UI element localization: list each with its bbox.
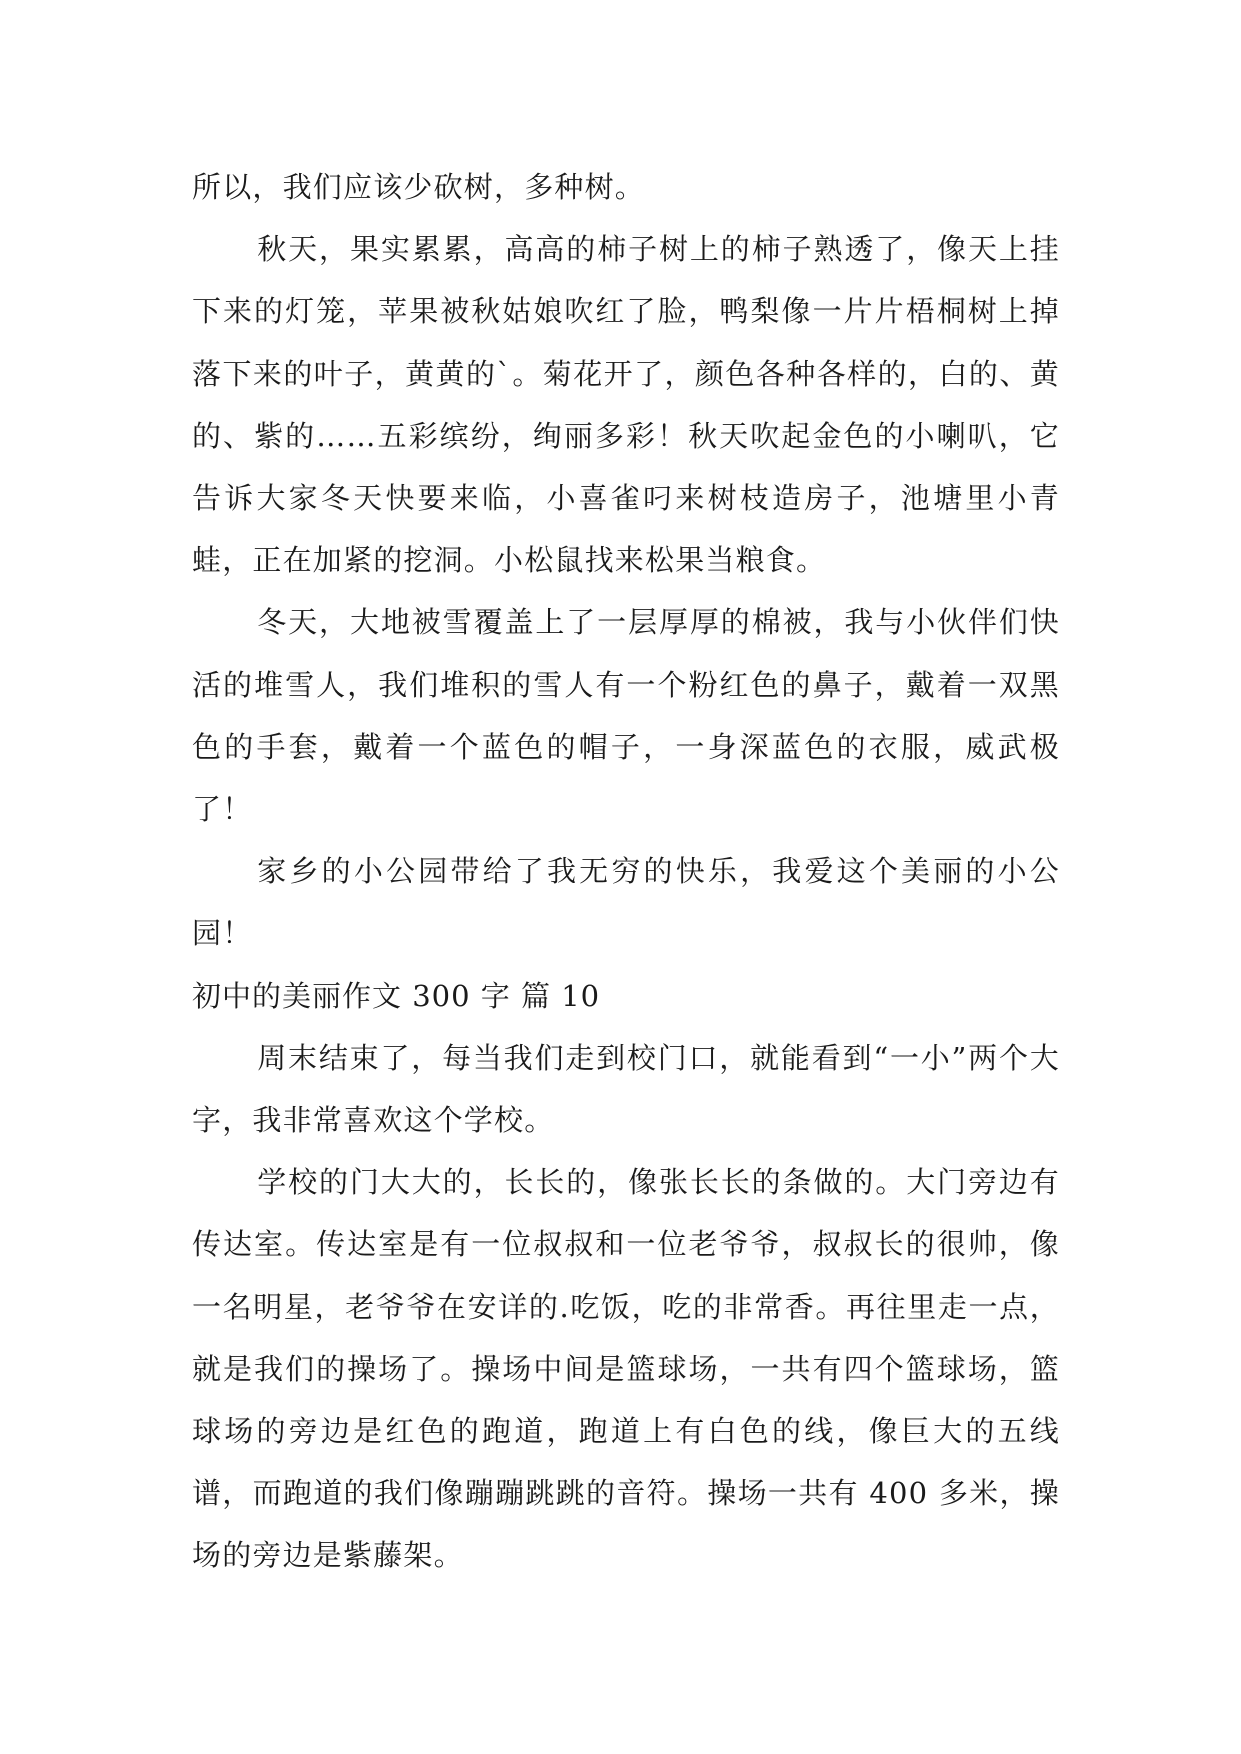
paragraph-winter: 冬天，大地被雪覆盖上了一层厚厚的棉被，我与小伙伴们快活的堆雪人，我们堆积的雪人有一个粉红色的鼻子，戴着一双黑色的手套，戴着一个蓝色的帽子，一身深蓝色的衣服，威武极了！: [192, 605, 1060, 827]
paragraph-school-description: 学校的门大大的，长长的，像张长长的条做的。大门旁边有传达室。传达室是有一位叔叔和一位老爷爷，叔叔长的很帅，像一名明星，老爷爷在安详的.吃饭，吃的非常香。再往里走一点，就是我们的操场了。操场中间是篮球场，一共有四个篮球场，篮球场的旁边是红色的跑道，跑道上有白色的线，像巨大的五线谱，而跑道的我们像蹦蹦跳跳的音符。操场一共有 400 多米，操场的旁边是紫藤架。: [192, 1165, 1060, 1573]
essay-text: [192, 156, 1060, 1587]
essay-heading: 初中的美丽作文 300 字 篇 10: [192, 978, 601, 1013]
paragraph-continuation: 所以，我们应该少砍树，多种树。: [192, 170, 646, 204]
paragraph-autumn: 秋天，果实累累，高高的柿子树上的柿子熟透了，像天上挂下来的灯笼，苹果被秋姑娘吹红了脸，鸭梨像一片片梧桐树上掉落下来的叶子，黄黄的`。菊花开了，颜色各种各样的，白的、黄的、紫的……五彩缤纷，绚丽多彩！秋天吹起金色的小喇叭，它告诉大家冬天快要来临，小喜雀叼来树枝造房子，池塘里小青蛙，正在加紧的挖洞。小松鼠找来松果当粮食。: [192, 232, 1060, 578]
paragraph-conclusion: 家乡的小公园带给了我无穷的快乐，我爱这个美丽的小公园！: [192, 854, 1060, 951]
paragraph-school-intro: 周末结束了，每当我们走到校门口，就能看到“一小”两个大字，我非常喜欢这个学校。: [192, 1040, 1060, 1138]
